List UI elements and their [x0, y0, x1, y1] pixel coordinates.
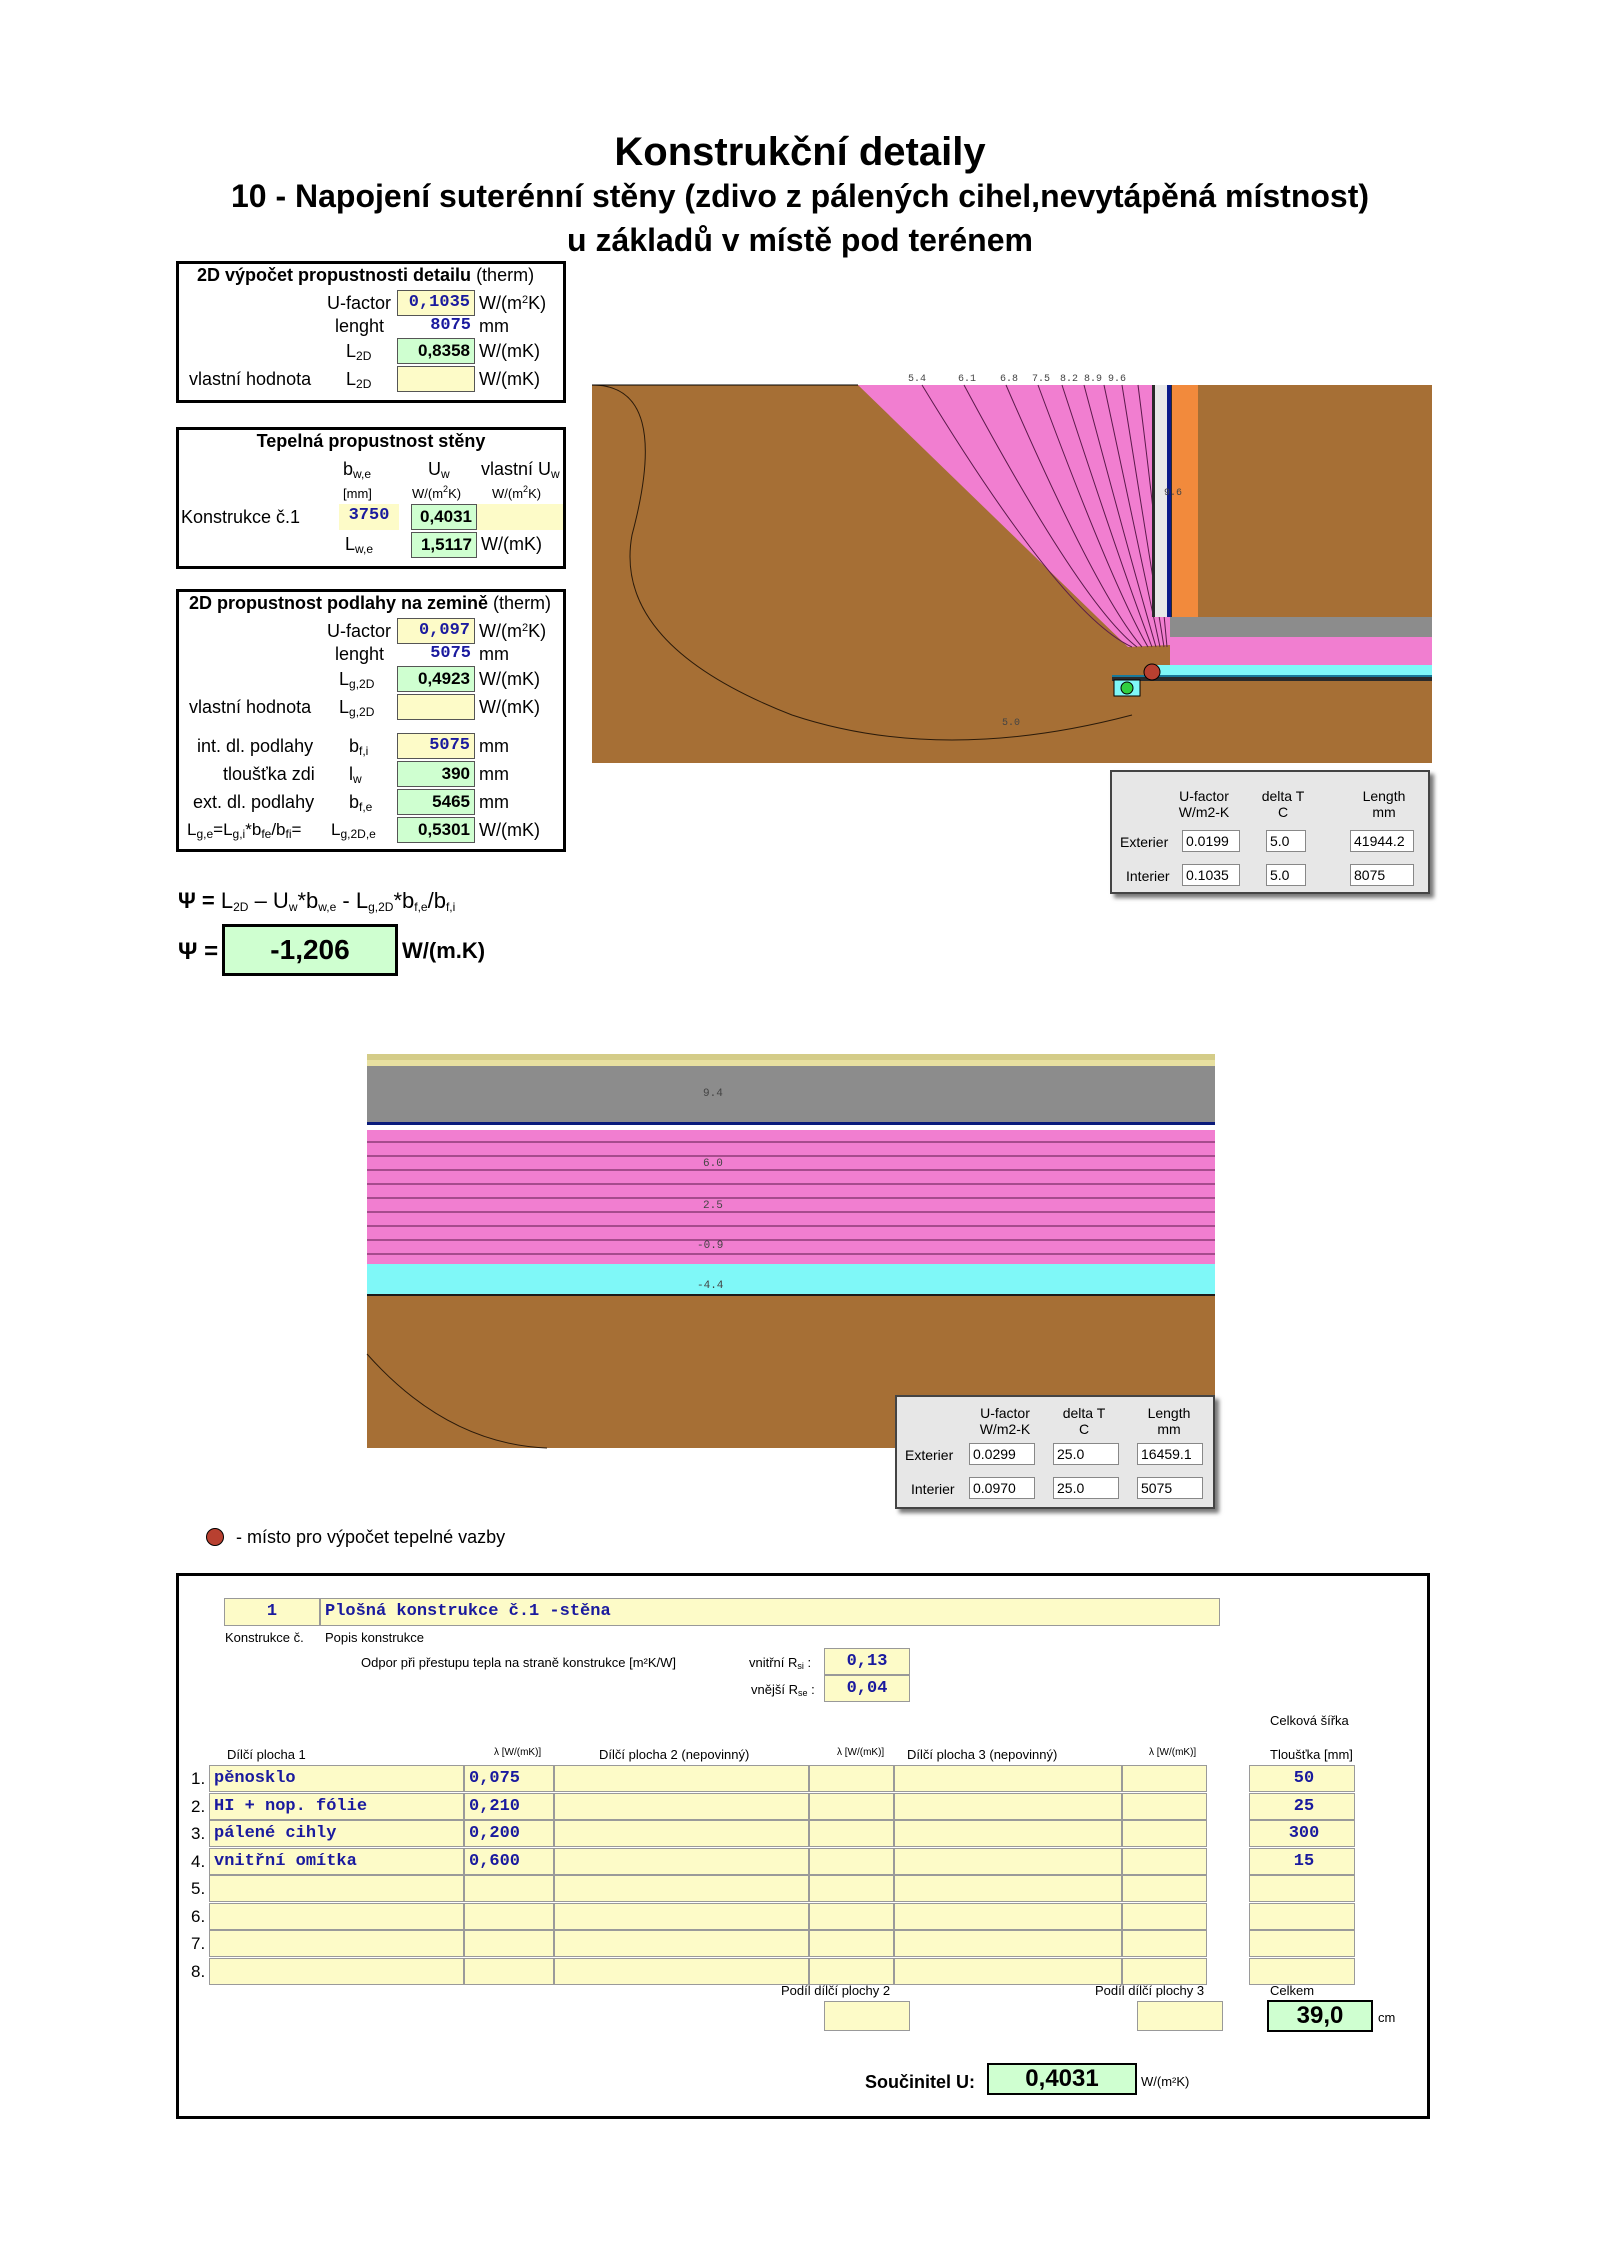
floor-isotherm-2: 6.0: [703, 1158, 723, 1170]
therm1-col-dt: [1258, 788, 1308, 820]
col-thickness: Tloušťka [mm]: [1270, 1747, 1353, 1762]
therm1-row-ext: Exterier: [1120, 834, 1169, 850]
own-uw-unit: $W/(m^2K)$: [492, 484, 542, 501]
ext-length-symbol: b: [349, 792, 360, 812]
wall-thickness-unit: mm: [479, 764, 509, 784]
layer-thickness[interactable]: 50: [1249, 1765, 1355, 1792]
int-length-symbol: b: [349, 736, 360, 756]
lge-sym: [331, 820, 376, 841]
ufactor-label: U-factor: [327, 293, 392, 313]
lg2d-value: 0,4923: [397, 666, 475, 692]
layer-name[interactable]: pěnosklo: [209, 1765, 464, 1792]
therm2-ext-len: 16459.1: [1137, 1443, 1203, 1465]
layer-lambda2[interactable]: [809, 1875, 894, 1902]
rse-label: vnější Rse :: [751, 1682, 815, 1698]
lg2d-unit: W/(mK): [479, 669, 540, 689]
bwe-value[interactable]: 3750: [339, 504, 399, 530]
int-length-unit: mm: [479, 736, 509, 756]
floor-isotherm-3: 2.5: [703, 1200, 723, 1212]
therm-result-1: [1110, 770, 1430, 894]
wall-thickness-symbol: l: [349, 764, 353, 784]
bwe-col: [343, 459, 371, 481]
own-l2d-unit: W/(mK): [479, 369, 540, 389]
lenght-value: 8075: [430, 316, 471, 335]
layer-thickness[interactable]: [1249, 1958, 1355, 1985]
lwe-value: 1,5117: [411, 532, 477, 558]
lwe-symbol: L: [345, 534, 356, 554]
own-l2d-input[interactable]: [397, 366, 475, 392]
layer-thickness[interactable]: 25: [1249, 1793, 1355, 1820]
layer-lambda[interactable]: 0,200: [464, 1820, 554, 1847]
layer-lambda2[interactable]: [809, 1820, 894, 1847]
detail-2d-header: 2D výpočet propustnosti detailu: [197, 265, 472, 285]
own-uw-col-symbol: vlastní U: [481, 459, 552, 479]
floor-2d-box: [176, 589, 566, 852]
layer-row-number: 7.: [191, 1934, 206, 1953]
floor-lenght-unit: mm: [479, 644, 509, 664]
isotherm-label-8: 9.6: [1164, 488, 1183, 499]
layer-part3[interactable]: [894, 1765, 1122, 1792]
layer-part3[interactable]: [894, 1930, 1122, 1957]
layer-lambda[interactable]: [464, 1930, 554, 1957]
layer-name[interactable]: HI + nop. fólie: [209, 1793, 464, 1820]
layer-thickness[interactable]: 300: [1249, 1820, 1355, 1847]
psi-symbol: Ψ =: [178, 938, 219, 965]
layer-part2[interactable]: [554, 1930, 809, 1957]
ufactor-unit: $W/(m^2K)$: [479, 293, 547, 313]
int-length-value[interactable]: 5075: [397, 733, 475, 759]
layer-thickness[interactable]: [1249, 1930, 1355, 1957]
wall-header: Tepelná propustnost stěny: [256, 431, 486, 451]
layer-lambda[interactable]: 0,075: [464, 1765, 554, 1792]
share3-label: Podíl dílčí plochy 3: [1095, 1983, 1205, 1998]
own-uw-input[interactable]: [477, 504, 563, 530]
therm2-col-u-unit: W/m2-K: [979, 1421, 1031, 1437]
rsi-label-sub: si: [797, 1661, 804, 1671]
floor-ufactor-value[interactable]: 0,097: [397, 618, 475, 644]
layer-row-number: 6.: [191, 1906, 206, 1926]
floor-isotherm-4: -0.9: [697, 1240, 724, 1252]
l2d-symbol: L: [346, 341, 357, 361]
layer-lambda3[interactable]: [1122, 1765, 1207, 1792]
page-title: Konstrukční detaily: [614, 130, 986, 174]
uw-unit-text: W/(m: [412, 486, 444, 501]
int-length-sym: [349, 736, 368, 758]
therm1-int-dt: 5.0: [1266, 864, 1306, 886]
isotherm-label-1: 5.4: [908, 374, 927, 385]
lwe-unit: W/(mK): [481, 534, 542, 554]
therm1-col-len: [1352, 788, 1416, 820]
rsi-value[interactable]: 0,13: [824, 1648, 910, 1675]
thermal-diagram-floor: [367, 1054, 1215, 1448]
own-l2d-label: [346, 369, 371, 391]
ufactor-unit-text: W/(m: [479, 293, 522, 313]
therm2-col-u: [973, 1405, 1037, 1437]
lwe-sub: w,e: [355, 542, 374, 556]
construction-label: Konstrukce č.1: [181, 507, 301, 527]
wall-thickness-label: tloušťka zdi: [223, 764, 315, 784]
total-unit: cm: [1378, 2010, 1396, 2025]
ufactor-value[interactable]: 0,1035: [397, 290, 475, 316]
therm2-col-dt: [1059, 1405, 1109, 1437]
floor-lenght-value: 5075: [430, 644, 471, 663]
therm2-col-len-unit: mm: [1157, 1421, 1181, 1437]
bwe-col-symbol: b: [343, 459, 354, 479]
therm1-ext-u: 0.0199: [1182, 830, 1240, 852]
layer-part2[interactable]: [554, 1903, 809, 1930]
layer-lambda3[interactable]: [1122, 1958, 1207, 1985]
lenght-label: lenght: [335, 316, 385, 336]
layer-lambda[interactable]: [464, 1958, 554, 1985]
psi-unit: W/(m.K): [402, 938, 486, 963]
layer-lambda2[interactable]: [809, 1930, 894, 1957]
isotherm-label-9: 5.0: [1002, 718, 1021, 729]
own-l2d-sub: 2D: [356, 377, 372, 391]
lge-unit: W/(mK): [479, 820, 540, 840]
int-length-label: int. dl. podlahy: [197, 736, 314, 756]
own-value-label: vlastní hodnota: [189, 369, 312, 389]
construction-id-label: Konstrukce č.: [225, 1630, 304, 1645]
own-uw-unit-text: W/(m: [492, 486, 524, 501]
therm2-col-dt-title: delta T: [1062, 1405, 1106, 1421]
rse-label-text: vnější R: [751, 1682, 798, 1697]
floor-ufactor-label: U-factor: [327, 621, 392, 641]
legend-point-icon: [206, 1528, 224, 1546]
layer-part3[interactable]: [894, 1848, 1122, 1875]
layer-row-number: 8.: [191, 1961, 206, 1981]
layer-lambda3[interactable]: [1122, 1930, 1207, 1957]
therm2-col-len: [1137, 1405, 1201, 1437]
total-value: 39,0: [1267, 2000, 1373, 2032]
detail-2d-header-source: (therm): [476, 265, 535, 285]
bwe-col-sub: w,e: [353, 467, 372, 481]
layer-row-number: 4.: [191, 1851, 206, 1871]
therm-result-2: [895, 1395, 1215, 1509]
floor-own-sym: [339, 697, 374, 719]
lge-formula-label: $L_{g,e}=L_{g,i}*b_{fe}/b_{fi}=$: [187, 820, 302, 841]
layer-row-number: 2.: [191, 1796, 206, 1816]
lwe-label: [345, 534, 373, 556]
layer-part2[interactable]: [554, 1875, 809, 1902]
floor-own-symbol: L: [339, 697, 350, 717]
floor-own-label: vlastní hodnota: [189, 697, 312, 717]
layer-lambda3[interactable]: [1122, 1793, 1207, 1820]
col-lambda-2: λ [W/(mK)]: [837, 1747, 885, 1758]
wall-transmittance-box: [176, 427, 566, 569]
layer-part2[interactable]: [554, 1848, 809, 1875]
layer-part3[interactable]: [894, 1903, 1122, 1930]
therm1-col-dt-title: delta T: [1261, 788, 1305, 804]
floor-lenght-label: lenght: [335, 644, 385, 664]
layer-thickness[interactable]: 15: [1249, 1848, 1355, 1875]
layer-lambda2[interactable]: [809, 1848, 894, 1875]
therm1-col-u: [1172, 788, 1236, 820]
ext-length-sub: f,e: [359, 800, 373, 814]
ext-length-value: 5465: [397, 789, 475, 815]
layer-part2[interactable]: [554, 1765, 809, 1792]
construction-id[interactable]: 1: [224, 1598, 320, 1626]
wall-thickness-sym: [349, 764, 362, 786]
layer-lambda3[interactable]: [1122, 1820, 1207, 1847]
isotherm-label-3: 6.8: [1000, 374, 1019, 385]
lge-sub: g,2D,e: [340, 827, 376, 841]
u-value-calculator: [176, 1573, 1430, 2119]
therm1-int-u: 0.1035: [1182, 864, 1240, 886]
col-part2: Dílčí plocha 2 (nepovinný): [599, 1747, 750, 1762]
int-length-sub: f,i: [359, 744, 369, 758]
rse-label-sub: se: [797, 1688, 808, 1698]
therm2-int-len: 5075: [1137, 1477, 1203, 1499]
therm2-ext-dt: 25.0: [1053, 1443, 1119, 1465]
l2d-sub: 2D: [356, 349, 372, 363]
therm1-ext-dt: 5.0: [1266, 830, 1306, 852]
u-label: Součinitel U:: [865, 2072, 976, 2092]
layer-part3[interactable]: [894, 1820, 1122, 1847]
lg2d-symbol: L: [339, 669, 350, 689]
layer-lambda3[interactable]: [1122, 1848, 1207, 1875]
layer-lambda2[interactable]: [809, 1793, 894, 1820]
uw-col-sub: w: [441, 467, 450, 481]
l2d-value: 0,8358: [397, 338, 475, 364]
ext-length-label: ext. dl. podlahy: [193, 792, 315, 812]
legend-text: - místo pro výpočet tepelné vazby: [236, 1527, 506, 1547]
layer-lambda[interactable]: [464, 1903, 554, 1930]
rsi-label-text: vnitřní R: [749, 1655, 798, 1670]
therm2-ext-u: 0.0299: [969, 1443, 1035, 1465]
floor-own-input[interactable]: [397, 694, 475, 720]
share2-input[interactable]: [824, 2001, 910, 2031]
own-l2d-symbol: L: [346, 369, 357, 389]
total-label: Celkem: [1270, 1983, 1315, 1998]
therm2-int-dt: 25.0: [1053, 1477, 1119, 1499]
layer-part3[interactable]: [894, 1875, 1122, 1902]
layer-lambda3[interactable]: [1122, 1875, 1207, 1902]
layer-part3[interactable]: [894, 1958, 1122, 1985]
layer-lambda2[interactable]: [809, 1903, 894, 1930]
rsi-label: vnitřní Rsi :: [749, 1655, 812, 1671]
layer-lambda2[interactable]: [809, 1765, 894, 1792]
construction-name[interactable]: Plošná konstrukce č.1 -stěna: [320, 1598, 1220, 1626]
col-lambda-3: λ [W/(mK)]: [1149, 1747, 1197, 1758]
floor-isotherm-5: -4.4: [697, 1280, 724, 1292]
share3-input[interactable]: [1137, 2001, 1223, 2031]
therm1-col-u-unit: W/m2-K: [1178, 804, 1230, 820]
therm1-row-int: Interier: [1126, 868, 1170, 884]
page-subtitle-line1: 10 - Napojení suterénní stěny (zdivo z pálených cihel,nevytápěná místnost): [230, 178, 1370, 214]
u-unit: W/(m²K): [1141, 2074, 1190, 2089]
layer-thickness[interactable]: [1249, 1875, 1355, 1902]
therm1-col-u-title: U-factor: [1179, 788, 1229, 804]
layer-name[interactable]: [209, 1930, 464, 1957]
bwe-unit: [mm]: [343, 486, 372, 501]
therm2-col-dt-unit: C: [1078, 1421, 1090, 1437]
floor-ufactor-unit: $W/(m^2K)$: [479, 621, 547, 641]
lg2d-sub: g,2D: [349, 677, 375, 691]
uw-unit: $W/(m^2K)$: [412, 484, 462, 501]
layer-part3[interactable]: [894, 1793, 1122, 1820]
layer-lambda[interactable]: 0,600: [464, 1848, 554, 1875]
detail-2d-box: [176, 261, 566, 403]
wall-thickness-sub: w: [353, 772, 362, 786]
resistance-label: Odpor při přestupu tepla na straně konstrukce [m²K/W]: [361, 1655, 677, 1670]
isotherm-label-2: 6.1: [958, 374, 977, 385]
own-uw-col-sub: w: [551, 467, 560, 481]
col-part1: Dílčí plocha 1: [227, 1747, 306, 1762]
l2d-label: [346, 341, 371, 363]
layer-thickness[interactable]: [1249, 1903, 1355, 1930]
uw-value: 0,4031: [411, 504, 477, 530]
rse-value[interactable]: 0,04: [824, 1675, 910, 1702]
l2d-unit: W/(mK): [479, 341, 540, 361]
psi-formula: $\Psi = L_{2D} - U_w*b_{w,e} - L_{g,2D}*b_{f,e}/b_{f,i}$: [178, 888, 456, 914]
layer-part2[interactable]: [554, 1958, 809, 1985]
layer-name[interactable]: vnitřní omítka: [209, 1848, 464, 1875]
therm2-col-len-title: Length: [1147, 1405, 1191, 1421]
layer-part2[interactable]: [554, 1793, 809, 1820]
isotherm-label-6: 8.9: [1084, 374, 1103, 385]
therm1-ext-len: 41944.2: [1350, 830, 1414, 852]
floor-own-sub: g,2D: [349, 705, 375, 719]
isotherm-label-7: 9.6: [1108, 374, 1127, 385]
floor-isotherm-1: 9.4: [703, 1088, 723, 1100]
floor-header-source: (therm): [493, 593, 552, 613]
therm1-int-len: 8075: [1350, 864, 1414, 886]
therm1-col-len-title: Length: [1362, 788, 1406, 804]
layer-part2[interactable]: [554, 1820, 809, 1847]
lg2d-label: [339, 669, 374, 691]
col-lambda-1: λ [W/(mK)]: [494, 1747, 542, 1758]
floor-own-unit: W/(mK): [479, 697, 540, 717]
therm2-row-int: Interier: [911, 1481, 955, 1497]
uw-col: [428, 459, 450, 481]
layer-name[interactable]: [209, 1903, 464, 1930]
u-value: 0,4031: [987, 2063, 1137, 2095]
layer-row-number: 5.: [191, 1879, 206, 1898]
isotherm-label-4: 7.5: [1032, 374, 1051, 385]
layer-name[interactable]: pálené cihly: [209, 1820, 464, 1847]
floor-header: 2D propustnost podlahy na zemině: [189, 593, 489, 613]
therm2-col-u-title: U-factor: [980, 1405, 1030, 1421]
total-width-label: Celková šířka: [1270, 1713, 1349, 1728]
lge-value: 0,5301: [397, 817, 475, 843]
layer-lambda[interactable]: [464, 1875, 554, 1902]
therm1-col-len-unit: mm: [1372, 804, 1396, 820]
layer-row-number: 3.: [191, 1824, 206, 1843]
wall-thickness-value: 390: [397, 761, 475, 787]
share2-label: Podíl dílčí plochy 2: [781, 1983, 891, 1998]
therm2-int-u: 0.0970: [969, 1477, 1035, 1499]
therm1-col-dt-unit: C: [1277, 804, 1289, 820]
ext-length-sym: [349, 792, 372, 814]
uw-col-symbol: U: [428, 459, 441, 479]
isotherm-label-5: 8.2: [1060, 374, 1079, 385]
thermal-diagram-corner: [592, 374, 1432, 763]
own-uw-col: [481, 459, 560, 481]
psi-value: -1,206: [222, 924, 398, 976]
layer-name[interactable]: [209, 1958, 464, 1985]
ext-length-unit: mm: [479, 792, 509, 812]
lenght-unit: mm: [479, 316, 509, 336]
col-part3: Dílčí plocha 3 (nepovinný): [907, 1747, 1058, 1762]
layer-lambda2[interactable]: [809, 1958, 894, 1985]
layer-name[interactable]: [209, 1875, 464, 1902]
layer-lambda3[interactable]: [1122, 1903, 1207, 1930]
page-subtitle-line2: u základů v místě pod terénem: [567, 222, 1033, 258]
lge-symbol: L: [331, 820, 341, 839]
therm2-row-ext: Exterier: [905, 1447, 954, 1463]
construction-desc-label: Popis konstrukce: [325, 1630, 424, 1645]
layer-lambda[interactable]: 0,210: [464, 1793, 554, 1820]
layer-row-number: 1.: [191, 1769, 206, 1788]
